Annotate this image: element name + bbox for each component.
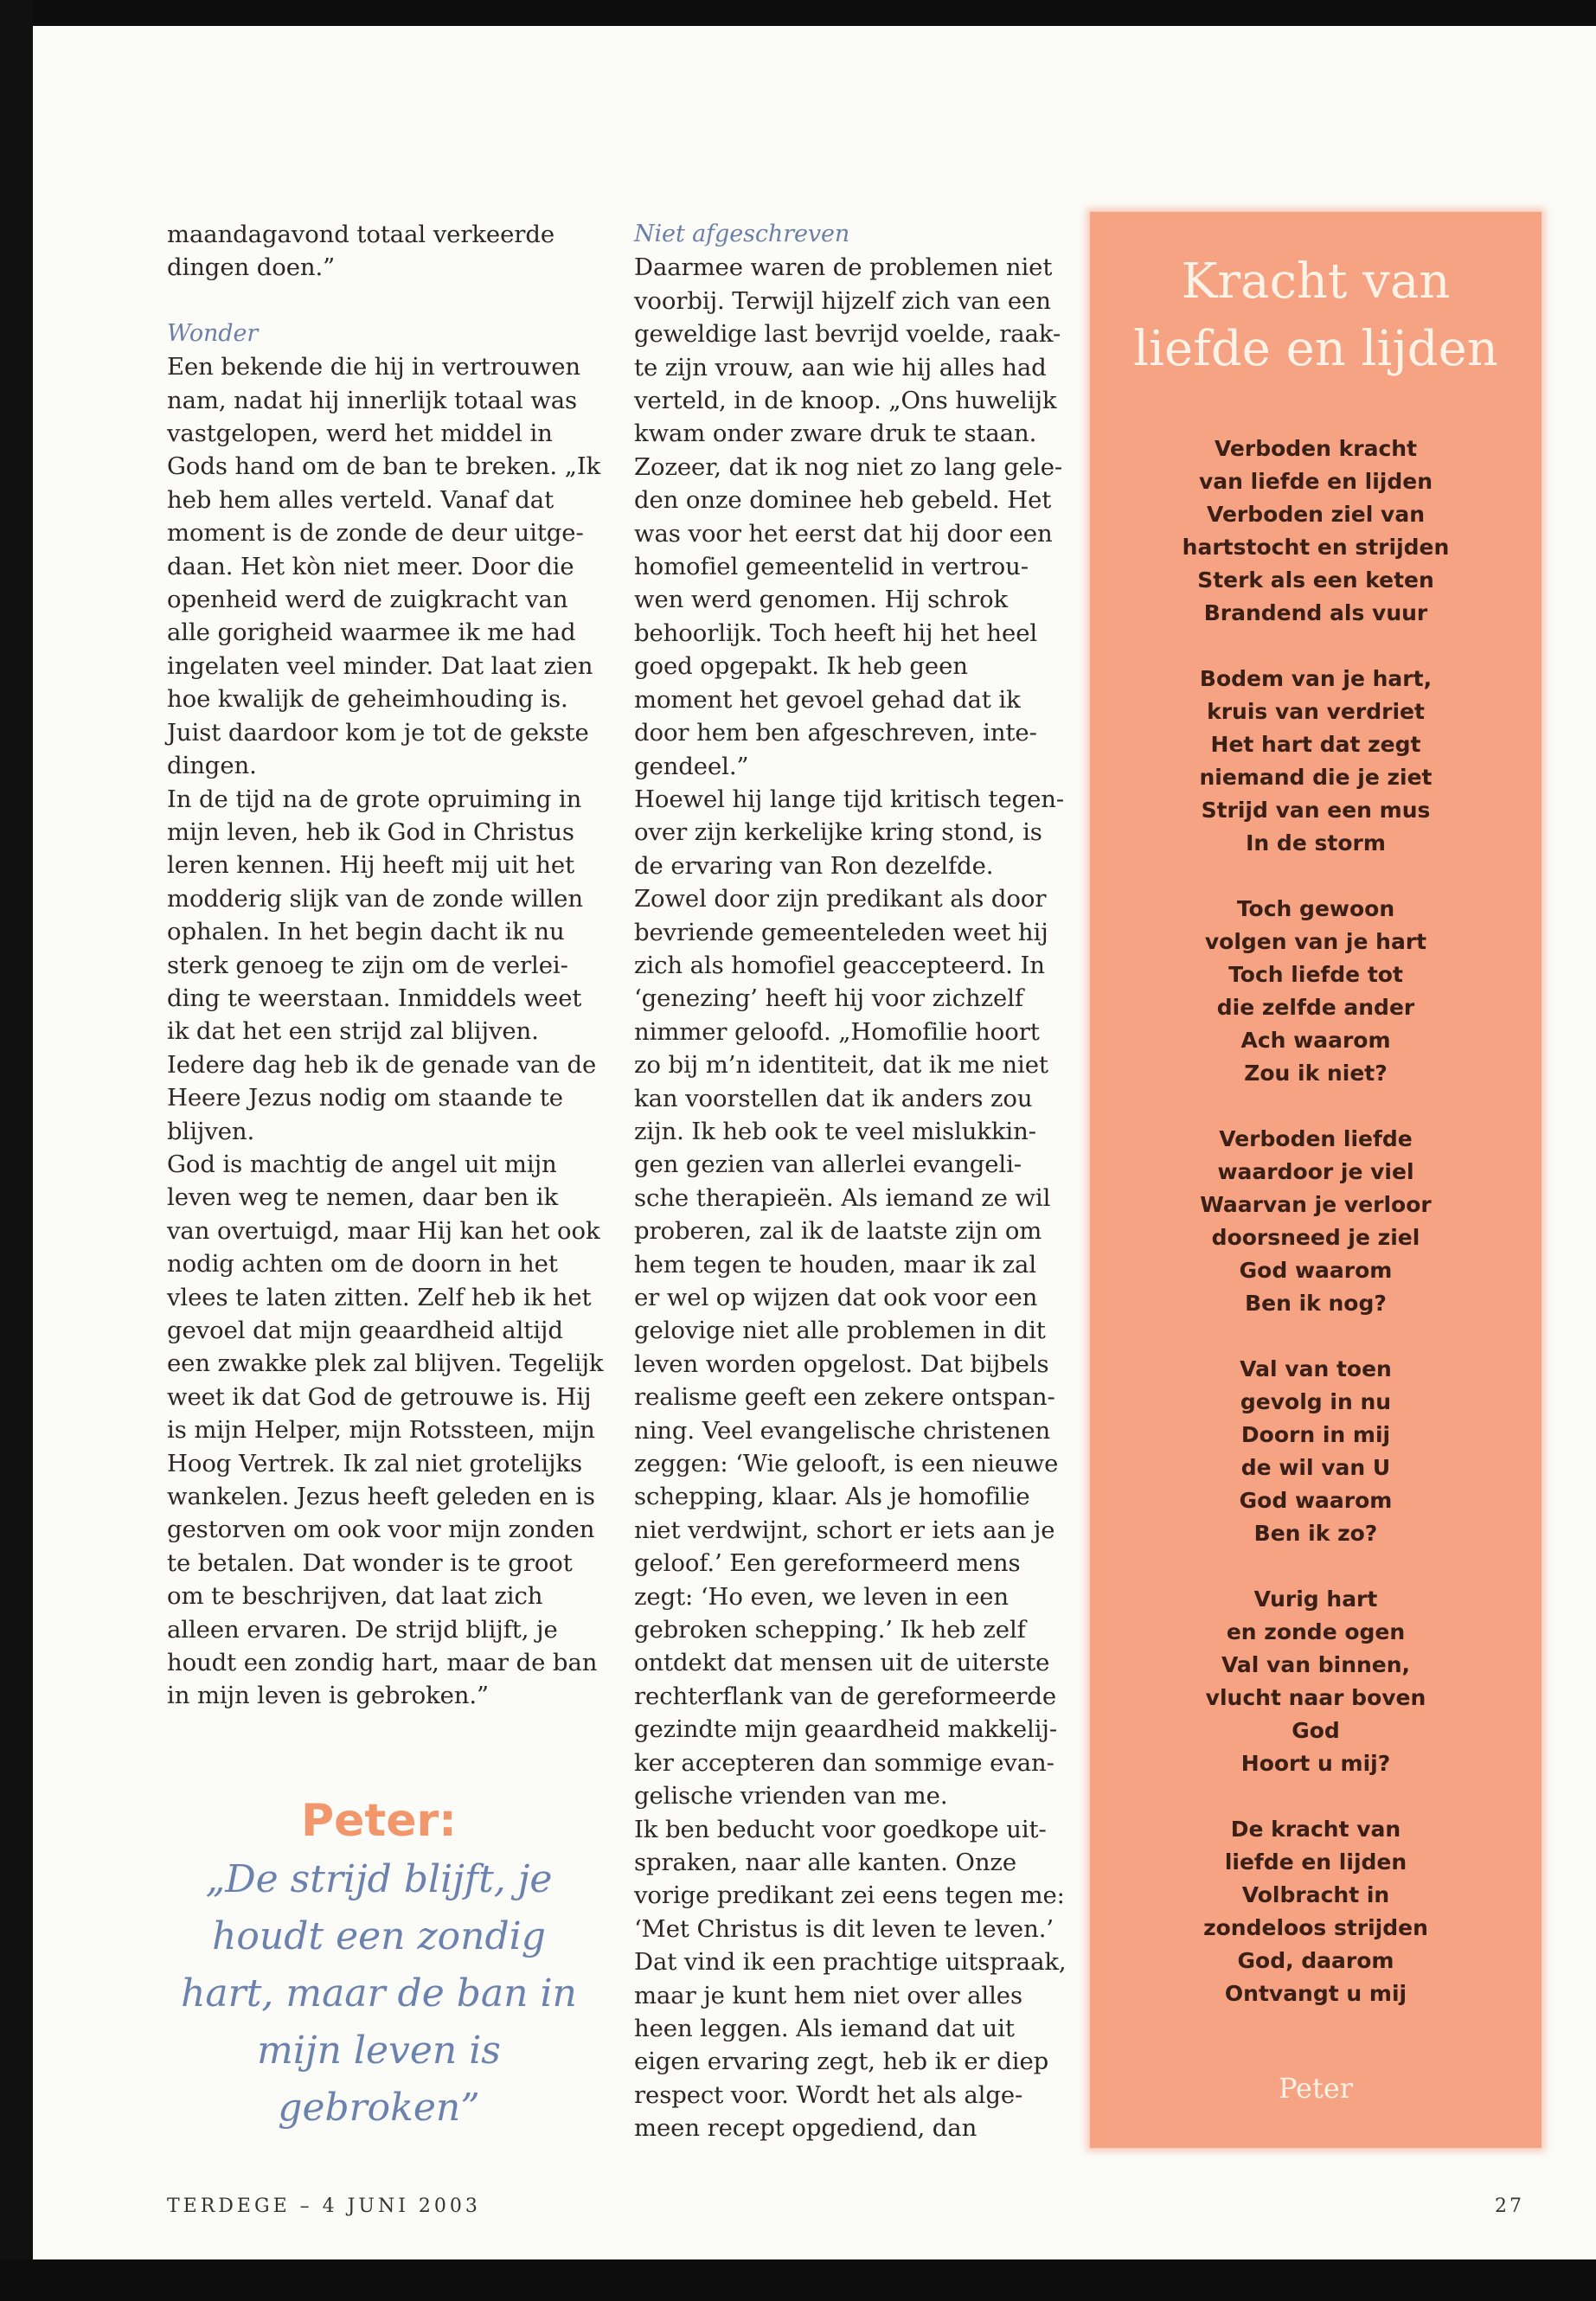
text-line: proberen, zal ik de laatste zijn om	[634, 1217, 1042, 1246]
text-line: ning. Veel evangelische christenen	[634, 1416, 1051, 1445]
text-line: zijn. Ik heb ook te veel mislukkin-	[634, 1117, 1036, 1145]
poem-sidebar	[1090, 212, 1542, 2148]
scan-border-bottom	[0, 2259, 1596, 2301]
text-line: kwam onder zware druk te staan.	[634, 420, 1037, 448]
poem-line: Ontvangt u mij	[1224, 1981, 1407, 2006]
text-line: om te beschrijven, dat laat zich	[167, 1582, 543, 1611]
text-line: behoorlijk. Toch heeft hij het heel	[634, 619, 1038, 647]
poem-line: In de storm	[1246, 830, 1386, 856]
poem-line: liefde en lijden	[1224, 1849, 1407, 1875]
poem-title	[1090, 248, 1542, 383]
poem-line: hartstocht en strijden	[1182, 535, 1450, 560]
poem-line: Volbracht in	[1241, 1882, 1390, 1907]
poem-line: De kracht van	[1230, 1817, 1401, 1842]
text-line: ik dat het een strijd zal blijven.	[167, 1017, 539, 1046]
text-line: Ik ben beducht voor goedkope uit-	[634, 1815, 1047, 1843]
poem-stanza	[1090, 1813, 1542, 2010]
col2-body	[634, 251, 1071, 2144]
text-line: gevoel dat mijn geaardheid altijd	[167, 1317, 563, 1344]
text-line: wen werd genomen. Hij schrok	[634, 586, 1009, 614]
poem-line: Ben ik zo?	[1253, 1521, 1378, 1546]
text-line: niet verdwijnt, schort er iets aan je	[634, 1516, 1055, 1544]
poem-line: gevolg in nu	[1240, 1389, 1392, 1414]
pull-quote-line: houdt een zondig	[212, 1914, 546, 1958]
text-line: moment is de zonde de deur uitge-	[167, 519, 584, 548]
text-line: den onze dominee heb gebeld. Het	[634, 486, 1052, 515]
text-line: zich als homofiel geaccepteerd. In	[634, 951, 1045, 979]
text-line: respect voor. Wordt het als alge-	[634, 2080, 1023, 2109]
scan-border-left	[0, 0, 33, 2301]
text-line: ding te weerstaan. Inmiddels weet	[167, 984, 582, 1012]
poem-line: Val van toen	[1240, 1356, 1392, 1381]
poem-line: Hoort u mij?	[1240, 1751, 1391, 1776]
text-line: Hoog Vertrek. Ik zal niet grotelijks	[167, 1449, 583, 1477]
text-line: hem tegen te houden, maar ik zal	[634, 1250, 1037, 1279]
poem-line: God waarom	[1239, 1488, 1393, 1513]
text-line: vorige predikant zei eens tegen me:	[634, 1881, 1065, 1910]
text-line: was voor het eerst dat hij door een	[634, 519, 1053, 548]
text-line: daan. Het kòn niet meer. Door die	[167, 552, 574, 580]
text-line: sche therapieën. Als iemand ze wil	[634, 1183, 1051, 1212]
text-line: moment het gevoel gehad dat ik	[634, 685, 1021, 714]
text-line: rechterflank van de gereformeerde	[634, 1682, 1057, 1710]
subheading-niet-afgeschreven: Niet afgeschreven	[634, 221, 850, 247]
pull-quote	[154, 1791, 604, 2137]
text-line: realisme geeft een zekere ontspan-	[634, 1383, 1055, 1412]
text-line: ‘Met Christus is dit leven te leven.’	[634, 1914, 1054, 1943]
subheading-wonder: Wonder	[167, 319, 259, 347]
text-line: ‘genezing’ heeft hij voor zichzelf	[634, 984, 1023, 1013]
poem-title-line: Kracht van	[1181, 253, 1451, 310]
poem-line: niemand die je ziet	[1199, 765, 1433, 790]
text-line: Hoewel hij lange tijd kritisch tegen-	[634, 785, 1065, 813]
text-line: spraken, naar alle kanten. Onze	[634, 1848, 1016, 1876]
text-line: Juist daardoor kom je tot de gekste	[167, 718, 589, 747]
text-line: ophalen. In het begin dacht ik nu	[167, 918, 565, 946]
text-line: eigen ervaring zegt, heb ik er diep	[634, 2048, 1049, 2076]
pull-quote-line: gebroken”	[278, 2086, 480, 2130]
poem-line: vlucht naar boven	[1205, 1685, 1426, 1710]
poem-line: God, daarom	[1237, 1948, 1394, 1973]
text-line: Zozeer, dat ik nog niet zo lang gele-	[634, 452, 1063, 481]
text-line: alle gorigheid waarmee ik me had	[167, 619, 576, 647]
poem-line: Sterk als een keten	[1197, 567, 1434, 593]
text-line: gebroken schepping.’ Ik heb zelf	[634, 1616, 1026, 1644]
text-line: ker accepteren dan sommige evan-	[634, 1748, 1054, 1777]
poem-line: Waarvan je verloor	[1200, 1192, 1432, 1217]
text-line: de ervaring van Ron dezelfde.	[634, 851, 994, 880]
text-line: weet ik dat God de getrouwe is. Hij	[167, 1382, 592, 1411]
text-line: dingen.	[167, 752, 257, 780]
pull-quote-text	[154, 1851, 604, 2137]
text-line: vlees te laten zitten. Zelf heb ik het	[167, 1283, 592, 1311]
pull-quote-line: „De strijd blijft, je	[205, 1857, 553, 1901]
text-line: maar je kunt hem niet over alles	[634, 1981, 1022, 2009]
poem-line: Toch gewoon	[1236, 896, 1395, 921]
text-line: kan voorstellen dat ik anders zou	[634, 1084, 1033, 1112]
text-line: voorbij. Terwijl hijzelf zich van een	[634, 286, 1051, 315]
poem-line: Verboden liefde	[1219, 1126, 1413, 1151]
text-line: heen leggen. Als iemand dat uit	[634, 2014, 1015, 2042]
text-line: verteld, in de knoop. „Ons huwelijk	[634, 387, 1057, 415]
text-line: gezindte mijn geaardheid makkelij-	[634, 1715, 1058, 1744]
text-line: gelovige niet alle problemen in dit	[634, 1317, 1046, 1345]
text-line: blijven.	[167, 1117, 255, 1145]
text-line: een zwakke plek zal blijven. Tegelijk	[167, 1349, 604, 1378]
text-line: Gods hand om de ban te breken. „Ik	[167, 452, 601, 481]
poem-body	[1090, 433, 1542, 2043]
text-line: Een bekende die hij in vertrouwen	[167, 353, 581, 381]
text-line: geweldige last bevrijd voelde, raak-	[634, 320, 1061, 349]
poem-signature: Peter	[1278, 2072, 1354, 2105]
text-line: is mijn Helper, mijn Rotssteen, mijn	[167, 1416, 595, 1445]
scan-border-top	[0, 0, 1596, 26]
poem-line: van liefde en lijden	[1198, 469, 1433, 494]
text-line: van overtuigd, maar Hij kan het ook	[167, 1216, 600, 1245]
text-line: ingelaten veel minder. Dat laat zien	[167, 651, 593, 680]
poem-title-line: liefde en lijden	[1133, 321, 1498, 377]
pull-quote-line: mijn leven is	[257, 2029, 501, 2073]
magazine-page	[33, 26, 1596, 2259]
poem-line: Bodem van je hart,	[1199, 666, 1433, 691]
poem-line: die zelfde ander	[1216, 995, 1415, 1020]
poem-stanza	[1090, 1353, 1542, 1550]
text-line: in mijn leven is gebroken.”	[167, 1682, 490, 1710]
text-line: zo bij m’n identiteit, dat ik me niet	[634, 1051, 1048, 1080]
text-line: leven worden opgelost. Dat bijbels	[634, 1349, 1049, 1378]
poem-line: God waarom	[1239, 1258, 1393, 1283]
text-line: Iedere dag heb ik de genade van de	[167, 1050, 597, 1079]
text-line: schepping, klaar. Als je homofilie	[634, 1483, 1030, 1511]
text-line: gelische vrienden van me.	[634, 1782, 948, 1811]
pull-quote-line: hart, maar de ban in	[181, 1971, 577, 2016]
poem-line: zondeloos strijden	[1203, 1915, 1428, 1940]
text-line: meen recept opgediend, dan	[634, 2114, 977, 2143]
text-line: nimmer geloofd. „Homofilie hoort	[634, 1017, 1040, 1046]
text-line: modderig slijk van de zonde willen	[167, 884, 583, 913]
text-line: gendeel.”	[634, 752, 749, 780]
poem-line: kruis van verdriet	[1207, 699, 1425, 724]
text-line: nodig achten om de doorn in het	[167, 1250, 558, 1279]
poem-line: God	[1292, 1718, 1340, 1743]
poem-line: de wil van U	[1240, 1455, 1391, 1480]
text-line: er wel op wijzen dat ook voor een	[634, 1284, 1038, 1311]
text-line: leren kennen. Hij heeft mij uit het	[167, 851, 575, 880]
text-line: In de tijd na de grote opruiming in	[167, 785, 582, 813]
poem-line: Brandend als vuur	[1203, 600, 1428, 625]
text-line: sterk genoeg te zijn om de verlei-	[167, 951, 568, 979]
poem-line: Verboden kracht	[1214, 436, 1418, 461]
poem-stanza	[1090, 1583, 1542, 1780]
poem-stanza	[1090, 1123, 1542, 1320]
article-column-2	[634, 218, 1071, 2145]
text-line: mijn leven, heb ik God in Christus	[167, 817, 574, 846]
poem-line: Doorn in mij	[1240, 1422, 1391, 1447]
poem-line: Val van binnen,	[1221, 1652, 1411, 1677]
col1-body	[167, 350, 604, 1713]
poem-stanza	[1090, 663, 1542, 860]
text-line: goed opgepakt. Ik heb geen	[634, 652, 968, 681]
text-line: door hem ben afgeschreven, inte-	[634, 719, 1037, 747]
text-line: maandagavond totaal verkeerde	[167, 221, 555, 248]
text-line: te betalen. Dat wonder is te groot	[167, 1548, 573, 1577]
text-line: houdt een zondig hart, maar de ban	[167, 1649, 598, 1677]
poem-line: Ach waarom	[1240, 1028, 1391, 1053]
text-line: ontdekt dat mensen uit de uiterste	[634, 1649, 1050, 1677]
text-line: zegt: ‘Ho even, we leven in een	[634, 1582, 1010, 1611]
poem-stanza	[1090, 893, 1542, 1090]
poem-line: waardoor je viel	[1217, 1159, 1414, 1184]
poem-line: Toch liefde tot	[1228, 962, 1403, 987]
poem-line: doorsneed je ziel	[1211, 1225, 1420, 1250]
poem-line: Ben ik nog?	[1245, 1291, 1387, 1316]
text-line: vastgelopen, werd het middel in	[167, 420, 553, 448]
text-line: alleen ervaren. De strijd blijft, je	[167, 1615, 558, 1644]
poem-line: Zou ik niet?	[1244, 1061, 1388, 1086]
article-column-1	[167, 218, 604, 1713]
text-line: nam, nadat hij innerlijk totaal was	[167, 386, 578, 414]
text-line: openheid werd de zuigkracht van	[167, 586, 568, 614]
text-line: geloof.’ Een gereformeerd mens	[634, 1549, 1021, 1578]
text-line: Dat vind ik een prachtige uitspraak,	[634, 1948, 1067, 1977]
text-line: homofiel gemeentelid in vertrou-	[634, 553, 1029, 581]
poem-stanza	[1090, 433, 1542, 630]
text-line: leven weg te nemen, daar ben ik	[167, 1183, 559, 1212]
poem-line: Het hart dat zegt	[1210, 732, 1421, 757]
text-line: over zijn kerkelijke kring stond, is	[634, 818, 1042, 847]
text-line: Heere Jezus nodig om staande te	[167, 1084, 563, 1112]
poem-line: Verboden ziel van	[1206, 502, 1425, 527]
poem-line: Strijd van een mus	[1201, 798, 1431, 823]
text-line: zeggen: ‘Wie gelooft, is een nieuwe	[634, 1450, 1059, 1478]
text-line: Zowel door zijn predikant als door	[634, 885, 1047, 913]
text-line: hoe kwalijk de geheimhouding is.	[167, 685, 568, 714]
text-line: gestorven om ook voor mijn zonden	[167, 1516, 595, 1544]
text-line: heb hem alles verteld. Vanaf dat	[167, 485, 554, 514]
poem-line: volgen van je hart	[1204, 929, 1427, 954]
page-number: 27	[1495, 2195, 1524, 2217]
text-line: dingen doen.”	[167, 253, 336, 282]
text-line: wankelen. Jezus heeft geleden en is	[167, 1483, 595, 1511]
text-line: te zijn vrouw, aan wie hij alles had	[634, 353, 1047, 381]
poem-line: en zonde ogen	[1226, 1619, 1406, 1644]
text-line: Daarmee waren de problemen niet	[634, 253, 1053, 282]
footer-publication: TERDEGE – 4 JUNI 2003	[167, 2195, 481, 2217]
pull-quote-name: Peter:	[301, 1795, 457, 1847]
text-line: bevriende gemeenteleden weet hij	[634, 918, 1048, 946]
text-line: God is machtig de angel uit mijn	[167, 1150, 557, 1178]
poem-line: Vurig hart	[1253, 1586, 1378, 1612]
text-line: gen gezien van allerlei evangeli-	[634, 1150, 1022, 1179]
